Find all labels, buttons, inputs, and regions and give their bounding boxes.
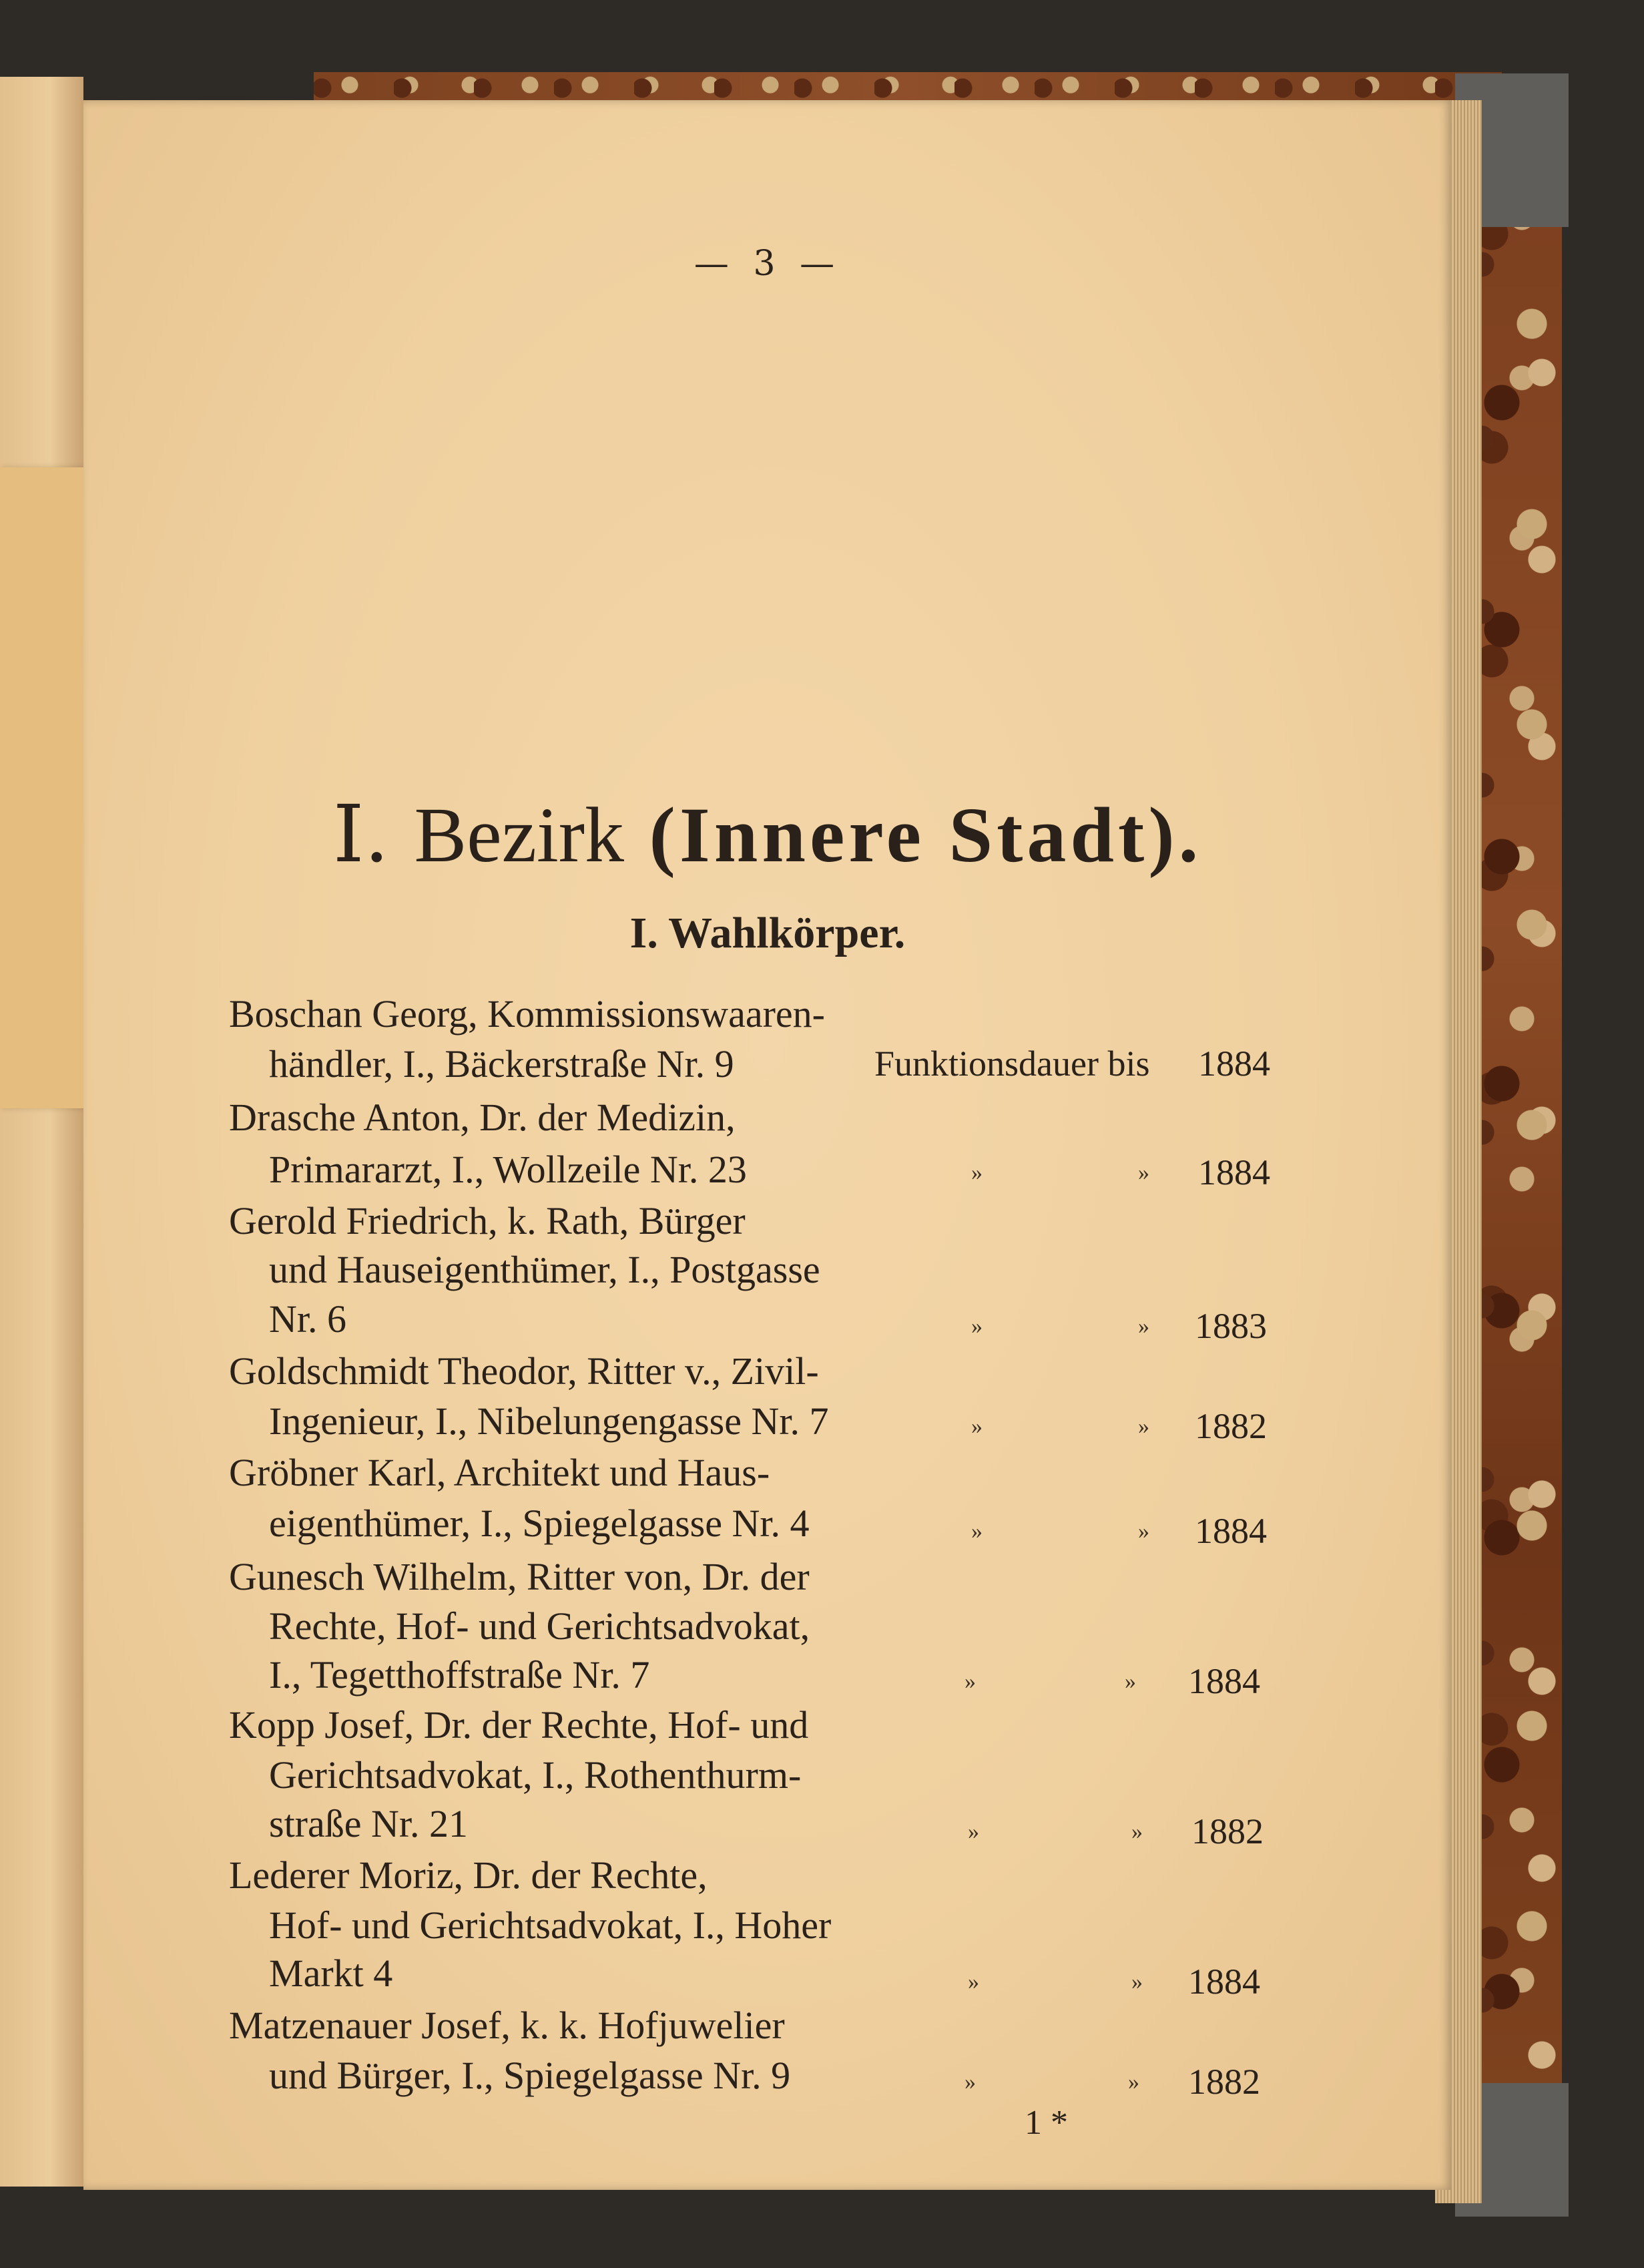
- section-subtitle: I. Wahlkörper.: [629, 909, 906, 957]
- entry-7-line-1: Kopp Josef, Dr. der Rechte, Hof- und: [229, 1703, 809, 1747]
- entry-4-year: 1882: [1195, 1406, 1267, 1446]
- entry-6-line-3: I., Tegetthoffstraße Nr. 7: [269, 1653, 650, 1696]
- entry-3-ditto-1: »: [971, 1314, 983, 1339]
- entry-6-ditto-1: »: [965, 1669, 976, 1694]
- entry-8-year: 1884: [1188, 1962, 1260, 2002]
- entry-1-line-1: Boschan Georg, Kommissionswaaren-: [229, 992, 825, 1036]
- book-top-edge: [314, 72, 1502, 104]
- entry-2-line-1: Drasche Anton, Dr. der Medizin,: [229, 1096, 736, 1139]
- entry-3-ditto-2: »: [1138, 1314, 1149, 1339]
- duration-label: Funktionsdauer bis: [874, 1044, 1150, 1084]
- entry-3-line-3: Nr. 6: [269, 1297, 346, 1341]
- title-roman: I.: [332, 788, 389, 880]
- title-paren: (Innere Stadt).: [649, 791, 1203, 879]
- entry-5-ditto-1: »: [971, 1519, 983, 1544]
- entry-9-ditto-1: »: [965, 2070, 976, 2094]
- entry-6-ditto-2: »: [1125, 1669, 1136, 1694]
- entry-6-line-1: Gunesch Wilhelm, Ritter von, Dr. der: [229, 1555, 810, 1598]
- section-title: [83, 788, 1452, 881]
- entry-3-line-1: Gerold Friedrich, k. Rath, Bürger: [229, 1199, 746, 1242]
- entry-9-line-2: und Bürger, I., Spiegelgasse Nr. 9: [269, 2054, 791, 2097]
- entry-8-line-3: Markt 4: [269, 1952, 393, 1995]
- book-page: [83, 100, 1452, 2190]
- entry-5-ditto-2: »: [1138, 1519, 1149, 1544]
- entry-4-ditto-2: »: [1138, 1414, 1149, 1439]
- entry-4-ditto-1: »: [971, 1414, 983, 1439]
- entry-2-ditto-1: »: [971, 1160, 983, 1185]
- entry-3-line-2: und Hauseigenthümer, I., Postgasse: [269, 1248, 820, 1291]
- entry-6-line-2: Rechte, Hof- und Gerichtsadvokat,: [269, 1604, 810, 1648]
- facing-page: [0, 77, 83, 2187]
- title-word: Bezirk: [414, 791, 625, 879]
- entry-2-line-2: Primararzt, I., Wollzeile Nr. 23: [269, 1148, 747, 1191]
- entry-7-line-3: straße Nr. 21: [269, 1802, 468, 1845]
- page-number: — 3 —: [694, 244, 842, 284]
- entry-5-line-2: eigenthümer, I., Spiegelgasse Nr. 4: [269, 1502, 810, 1545]
- entry-8-ditto-2: »: [1131, 1970, 1143, 1994]
- entry-9-ditto-2: »: [1128, 2070, 1139, 2094]
- entry-9-line-1: Matzenauer Josef, k. k. Hofjuwelier: [229, 2004, 785, 2047]
- signature-mark: 1 *: [1025, 2104, 1068, 2142]
- entry-6-year: 1884: [1188, 1661, 1260, 1701]
- entry-7-ditto-2: »: [1131, 1819, 1143, 1844]
- entry-8-line-2: Hof- und Gerichtsadvokat, I., Hoher: [269, 1903, 832, 1947]
- entry-3-year: 1883: [1195, 1306, 1267, 1346]
- entry-7-line-2: Gerichtsadvokat, I., Rothenthurm-: [269, 1753, 802, 1797]
- entry-1-year: 1884: [1198, 1044, 1270, 1084]
- entry-5-year: 1884: [1195, 1511, 1267, 1551]
- entry-4-line-1: Goldschmidt Theodor, Ritter v., Zivil-: [229, 1349, 819, 1393]
- entry-8-ditto-1: »: [968, 1970, 979, 1994]
- entry-4-line-2: Ingenieur, I., Nibelungengasse Nr. 7: [269, 1399, 829, 1443]
- entry-2-year: 1884: [1198, 1152, 1270, 1192]
- entry-8-line-1: Lederer Moriz, Dr. der Rechte,: [229, 1853, 708, 1897]
- entry-7-ditto-1: »: [968, 1819, 979, 1844]
- entry-1-line-2: händler, I., Bäckerstraße Nr. 9: [269, 1042, 734, 1086]
- entry-9-year: 1882: [1188, 2062, 1260, 2102]
- entry-2-ditto-2: »: [1138, 1160, 1149, 1185]
- entry-5-line-1: Gröbner Karl, Architekt und Haus-: [229, 1451, 770, 1494]
- entry-7-year: 1882: [1191, 1811, 1264, 1851]
